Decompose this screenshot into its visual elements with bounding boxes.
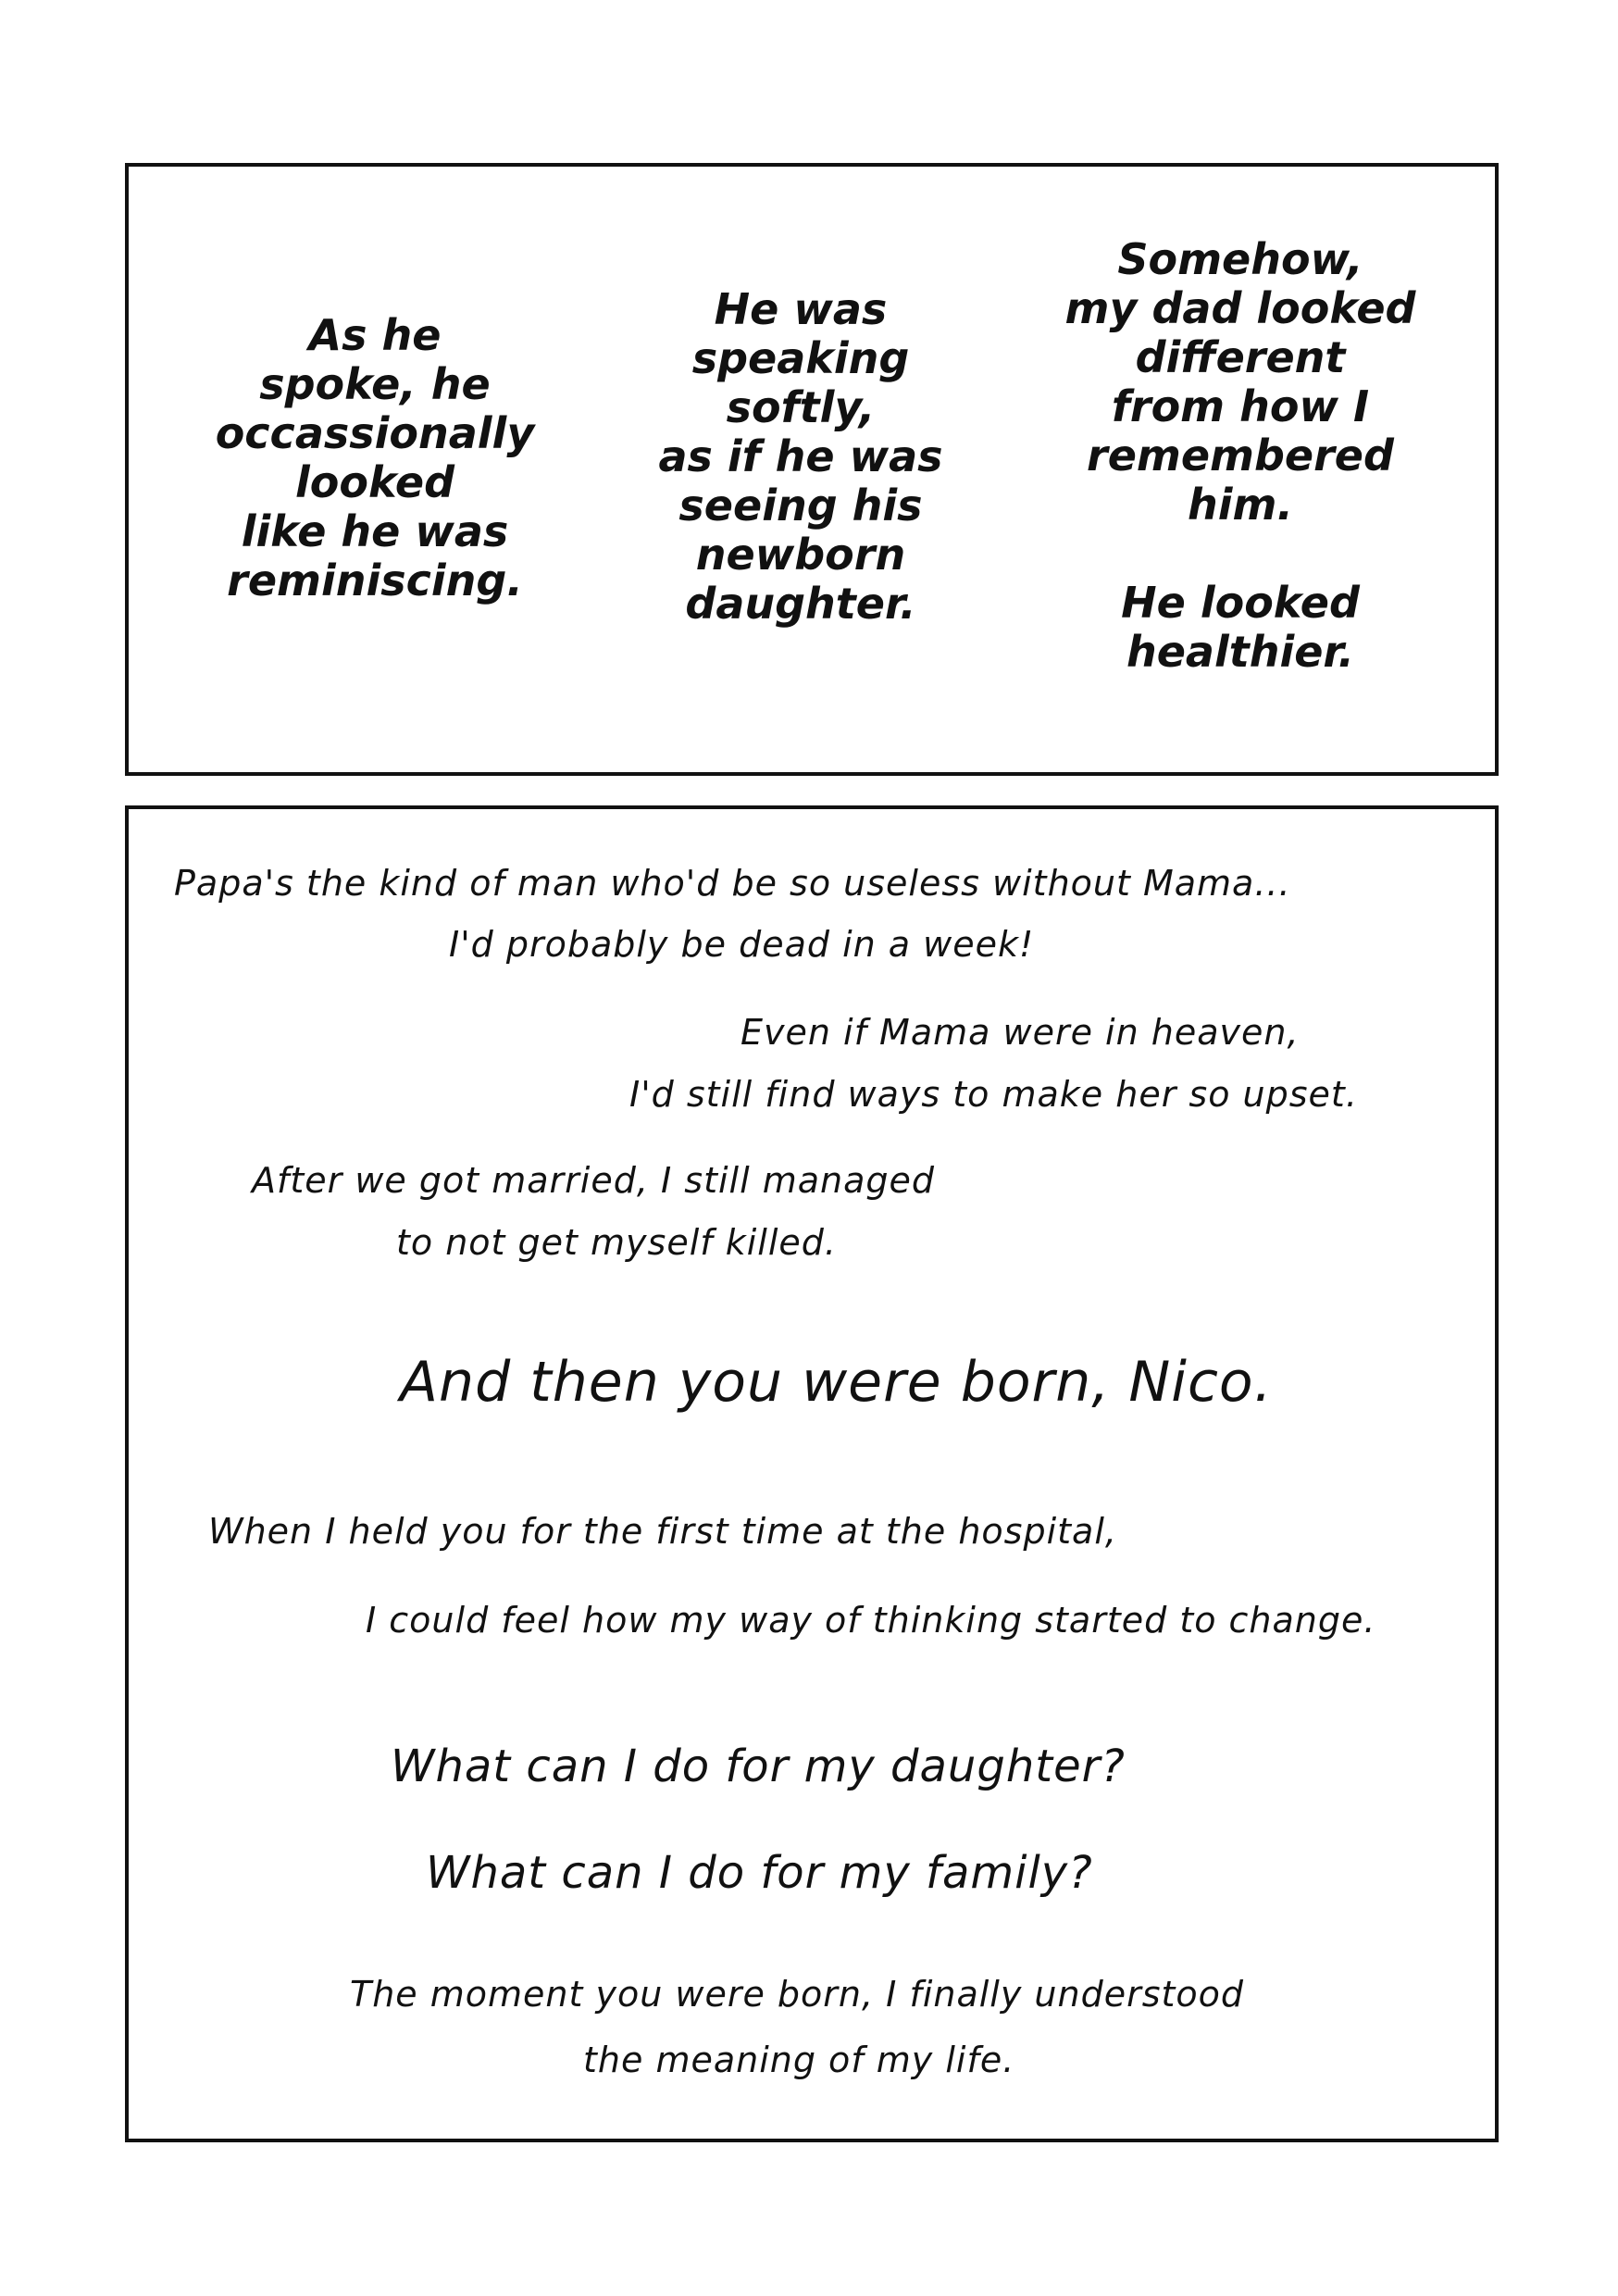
narration-3-line: him. <box>1188 480 1293 530</box>
narration-3-line: He looked <box>1121 578 1360 628</box>
narration-text-1 <box>190 311 560 605</box>
narration-2-line: newborn <box>695 530 906 580</box>
narration-3-line: Somehow, <box>1117 234 1363 284</box>
dialogue-line: Papa's the kind of man who'd be so useless without Mama... <box>174 863 1291 904</box>
narration-2-line: daughter. <box>685 579 916 629</box>
narration-2-line: as if he was <box>658 431 943 481</box>
dialogue-line: I'd probably be dead in a week! <box>449 924 1035 965</box>
dialogue-line: I could feel how my way of thinking started to change. <box>366 1600 1376 1641</box>
narration-3-line: different <box>1135 332 1346 382</box>
dialogue-line: After we got married, I still managed <box>252 1160 936 1201</box>
narration-1-line: like he was <box>241 506 509 556</box>
narration-2-line: He was <box>714 284 888 334</box>
dialogue-line: to not get myself killed. <box>396 1222 837 1263</box>
dialogue-line: Even if Mama were in heaven, <box>741 1012 1300 1053</box>
dialogue-line-question: What can I do for my family? <box>426 1847 1093 1899</box>
narration-3-line: healthier. <box>1126 627 1355 677</box>
narration-1-line: occassionally <box>215 408 535 458</box>
narration-2-line: seeing his <box>678 480 923 530</box>
dialogue-line: the meaning of my life. <box>583 2040 1015 2080</box>
narration-2-line: speaking <box>691 333 910 383</box>
narration-1-line: reminiscing. <box>227 555 523 605</box>
narration-text-2 <box>616 285 986 629</box>
narration-3-line: my dad looked <box>1064 283 1416 333</box>
narration-text-3 <box>1046 235 1435 677</box>
dialogue-line-question: What can I do for my daughter? <box>391 1741 1126 1792</box>
narration-1-line: As he <box>308 310 442 360</box>
dialogue-line: The moment you were born, I finally understood <box>350 1974 1245 2015</box>
narration-1-line: spoke, he <box>259 359 491 409</box>
narration-1-line: looked <box>294 457 455 507</box>
narration-3-gap <box>1046 530 1435 579</box>
dialogue-line: I'd still find ways to make her so upset. <box>629 1074 1358 1115</box>
bottom-panel <box>125 805 1499 2142</box>
narration-2-line: softly, <box>726 382 876 432</box>
narration-3-line: remembered <box>1087 430 1394 480</box>
dialogue-line-emphasis: And then you were born, Nico. <box>400 1350 1273 1415</box>
dialogue-line: When I held you for the first time at the hospital, <box>208 1511 1117 1552</box>
narration-3-line: from how I <box>1111 381 1370 431</box>
